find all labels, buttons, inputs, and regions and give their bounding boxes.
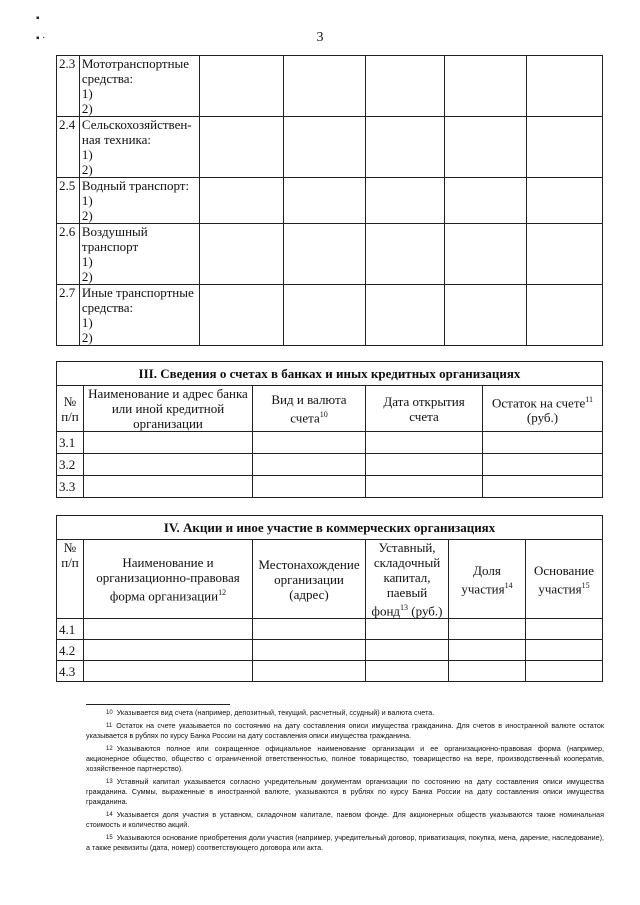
footnote-number: 11 [106,723,113,729]
empty-cell [84,432,253,454]
footnote-text: Остаток на счете указывается по состоянию на дату составления описи имущества гражданина. Для счетов в иностранной валюте остаток указывается в рублях по курсу Банка России на дату составления описи имущества гражданина. [86,721,604,740]
empty-cell [84,619,253,640]
vehicle-type-line: 2) [81,208,93,223]
vehicle-type-cell [79,285,200,346]
s3-col-date: Дата открытия счета [366,386,483,432]
empty-cell [283,178,365,224]
empty-cell [526,619,603,640]
vehicle-type-cell [79,117,200,178]
vehicle-type-line: Водный транспорт: [81,178,190,193]
empty-cell [445,178,527,224]
empty-cell [526,56,602,117]
vehicle-type-line: 2) [81,162,93,177]
footnote-text: Уставный капитал указывается согласно учредительным документам организации по состоянию на дату составления описи имущества гражданина. Суммы, выраженные в иностранной валюте, указываются в рублях по курсу Банка России на дату составления описи имущества гражданина. [86,777,604,806]
s4-col-share: Доля участия$^{14}$ [449,540,526,619]
vehicle-type-line: средства: [81,71,134,86]
vehicle-row [57,56,603,117]
empty-cell [365,178,445,224]
row-number: 4.3 [57,661,84,682]
empty-cell [283,117,365,178]
empty-cell [84,454,253,476]
vehicle-type-cell [79,224,200,285]
row-number: 4.2 [57,640,84,661]
row-number: 2.5 [57,178,80,224]
footnote-text: Указывается вид счета (например, депозитный, текущий, расчетный, ссудный) и валюта счета. [116,708,435,717]
empty-cell [366,661,449,682]
empty-cell [253,640,366,661]
vehicle-type-line: 2) [81,269,93,284]
empty-cell [449,640,526,661]
vehicle-type-line: ная техника: [81,132,152,147]
empty-cell [526,640,603,661]
footnote-number: 13 [106,779,113,785]
vehicle-type-line: 1) [81,193,93,208]
footnote-number: 14 [106,812,113,818]
vehicle-type-cell [79,178,200,224]
s3-col-bank: Наименование и адрес банка или иной кредитной организации [84,386,253,432]
empty-cell [366,619,449,640]
vehicle-type-line: 2) [81,101,93,116]
empty-cell [365,285,445,346]
bank-account-row [57,476,603,498]
s4-col-name: Наименование и организационно-правовая форма организации$^{12}$ [84,540,253,619]
vehicle-type-line: Воздушный [81,224,148,239]
empty-cell [526,661,603,682]
empty-cell [449,661,526,682]
footnote-text: Указываются основание приобретения доли участия (например, учредительный договор, приватизация, покупка, мена, дарение, наследование), а также реквизиты (дата, номер) соответствующего договора или акта. [86,833,604,852]
vehicle-type-cell [79,56,200,117]
empty-cell [283,285,365,346]
empty-cell [445,117,527,178]
empty-cell [200,285,283,346]
vehicle-type-line: Мототранспортные [81,56,190,71]
vehicle-type-line: 1) [81,254,93,269]
vehicle-row [57,117,603,178]
empty-cell [200,56,283,117]
shares-table [56,515,603,682]
footnote [86,744,604,774]
row-number: 2.6 [57,224,80,285]
row-number: 2.4 [57,117,80,178]
footnote [86,777,604,807]
footnote [86,708,604,718]
vehicle-type-line: Иные транспортные [81,285,194,300]
footnote [86,810,604,830]
empty-cell [365,117,445,178]
empty-cell [483,432,603,454]
vehicle-type-line: 1) [81,147,93,162]
s4-col-capital: Уставный, складочный капитал, паевый фонд$^{13}$ (руб.) [366,540,449,619]
s4-col-num: № п/п [57,540,84,619]
empty-cell [200,224,283,285]
empty-cell [483,454,603,476]
empty-cell [365,224,445,285]
bank-account-row [57,454,603,476]
empty-cell [526,224,602,285]
vehicle-type-line: 1) [81,86,93,101]
s3-col-num: № п/п [57,386,84,432]
s3-col-balance: Остаток на счете$^{11}$ (руб.) [483,386,603,432]
vehicle-type-line: 2) [81,330,93,345]
empty-cell [84,640,253,661]
footnote-text: Указываются полное или сокращенное официальное наименование организации и ее организационно-правовая форма (например, акционерное общество, общество с ограниченной ответственностью, полное товарищество, товарищество на вере, производственный кооператив, хозяйственное партнерство). [86,744,604,773]
share-row [57,640,603,661]
footnotes [86,708,604,856]
page-number: 3 [316,30,324,45]
empty-cell [366,640,449,661]
s4-col-location: Местонахождение организации (адрес) [253,540,366,619]
empty-cell [283,224,365,285]
row-number: 2.3 [57,56,80,117]
empty-cell [445,285,527,346]
empty-cell [253,432,366,454]
footnote-number: 10 [106,710,113,716]
empty-cell [445,56,527,117]
row-number: 4.1 [57,619,84,640]
empty-cell [200,178,283,224]
vehicle-type-line: средства: [81,300,134,315]
empty-cell [445,224,527,285]
share-row [57,619,603,640]
empty-cell [253,619,366,640]
vehicle-type-line: Сельскохозяйствен- [81,117,192,132]
s3-col-type: Вид и валюта счета$^{10}$ [253,386,366,432]
empty-cell [365,56,445,117]
empty-cell [253,454,366,476]
section4-title: IV. Акции и иное участие в коммерческих организациях [57,516,603,540]
empty-cell [366,432,483,454]
bank-accounts-table [56,361,603,498]
empty-cell [253,661,366,682]
empty-cell [253,476,366,498]
empty-cell [483,476,603,498]
empty-cell [84,661,253,682]
footnote-number: 15 [106,835,113,841]
row-number: 3.2 [57,454,84,476]
empty-cell [366,454,483,476]
empty-cell [526,178,602,224]
footnote-separator [86,704,230,705]
empty-cell [526,285,602,346]
empty-cell [200,117,283,178]
footnote [86,833,604,853]
vehicle-row [57,224,603,285]
empty-cell [366,476,483,498]
vehicle-row [57,178,603,224]
empty-cell [84,476,253,498]
empty-cell [526,117,602,178]
bank-account-row [57,432,603,454]
footnote [86,721,604,741]
vehicle-type-line: транспорт [81,239,139,254]
share-row [57,661,603,682]
footnote-text: Указывается доля участия в уставном, складочном капитале, паевом фонде. Для акционерных обществ указываются также номинальная стоимость и количество акций. [86,810,604,829]
vehicle-type-line: 1) [81,315,93,330]
empty-cell [449,619,526,640]
empty-cell [283,56,365,117]
s4-col-basis: Основание участия$^{15}$ [526,540,603,619]
footnote-number: 12 [106,746,113,752]
vehicle-row [57,285,603,346]
row-number: 3.1 [57,432,84,454]
scan-marks: ▪ ▪ · [36,13,46,44]
row-number: 2.7 [57,285,80,346]
section3-title: III. Сведения о счетах в банках и иных кредитных организациях [57,362,603,386]
row-number: 3.3 [57,476,84,498]
vehicles-table [56,55,603,346]
